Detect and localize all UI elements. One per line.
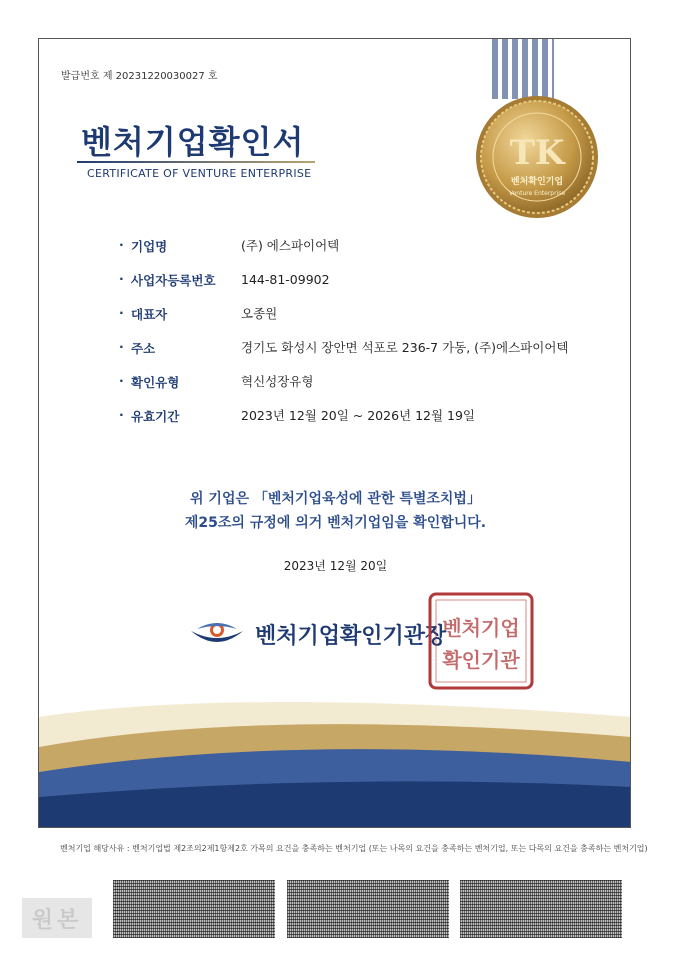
issue-number: 발급번호 제 20231220030027 호 bbox=[61, 71, 218, 82]
seal-label-en: Venture Enterprise bbox=[508, 190, 566, 197]
security-pattern bbox=[287, 880, 449, 938]
certificate-fields bbox=[119, 237, 589, 441]
security-pattern bbox=[460, 880, 622, 938]
field-row-company bbox=[119, 237, 589, 255]
bullet: · bbox=[119, 237, 124, 252]
page-subtitle: CERTIFICATE OF VENTURE ENTERPRISE bbox=[87, 167, 312, 180]
field-label: 사업자등록번호 bbox=[131, 273, 216, 288]
field-label: 기업명 bbox=[131, 239, 168, 254]
page-title: 벤처기업확인서 bbox=[81, 123, 305, 161]
issuer-logo-icon bbox=[187, 619, 247, 649]
field-value: 144-81-09902 bbox=[241, 272, 330, 287]
svg-text:벤처기업: 벤처기업 bbox=[442, 616, 520, 640]
field-label: 주소 bbox=[131, 341, 156, 356]
field-row-address bbox=[119, 339, 589, 357]
field-row-business-number bbox=[119, 271, 589, 289]
bullet: · bbox=[119, 339, 124, 354]
field-row-type bbox=[119, 373, 589, 391]
field-value: 오종원 bbox=[241, 306, 278, 321]
field-label: 유효기간 bbox=[131, 409, 180, 424]
certification-statement bbox=[39, 487, 631, 535]
original-watermark: 원본 bbox=[22, 898, 92, 938]
decorative-wave bbox=[39, 677, 631, 827]
field-value: (주) 에스파이어텍 bbox=[241, 238, 340, 253]
field-value: 2023년 12월 20일 ~ 2026년 12월 19일 bbox=[241, 408, 476, 423]
field-value: 혁신성장유형 bbox=[241, 374, 314, 389]
field-value: 경기도 화성시 장안면 석포로 236-7 가동, (주)에스파이어텍 bbox=[241, 340, 569, 355]
security-pattern bbox=[113, 880, 275, 938]
certificate-frame bbox=[38, 38, 631, 828]
official-red-seal bbox=[427, 591, 535, 691]
bullet: · bbox=[119, 305, 124, 320]
seal-label: 벤처확인기업 bbox=[510, 177, 564, 187]
footer-reason: 벤처기업 해당사유 : 벤처기업법 제2조의2제1항제2호 가목의 요건을 충족하는 벤처기업 (또는 나목의 요건을 충족하는 벤처기업, 또는 다목의 요건을 충족하는 벤처기업) bbox=[60, 844, 648, 853]
venture-gold-seal bbox=[474, 94, 600, 220]
issue-date: 2023년 12월 20일 bbox=[283, 559, 388, 573]
field-label: 대표자 bbox=[131, 307, 168, 322]
field-label: 확인유형 bbox=[131, 375, 180, 390]
bullet: · bbox=[119, 271, 124, 286]
bullet: · bbox=[119, 373, 124, 388]
issuer-name: 벤처기업확인기관장 bbox=[255, 624, 447, 649]
statement-line-2: 제25조의 규정에 의거 벤처기업임을 확인합니다. bbox=[184, 515, 487, 531]
field-row-representative bbox=[119, 305, 589, 323]
field-row-validity bbox=[119, 407, 589, 425]
bullet: · bbox=[119, 407, 124, 422]
title-divider bbox=[77, 161, 315, 163]
svg-text:확인기관: 확인기관 bbox=[442, 648, 520, 672]
statement-line-1: 위 기업은 「벤처기업육성에 관한 특별조치법」 bbox=[190, 491, 481, 507]
decorative-stripes bbox=[492, 39, 554, 99]
svg-text:TK: TK bbox=[509, 133, 565, 173]
